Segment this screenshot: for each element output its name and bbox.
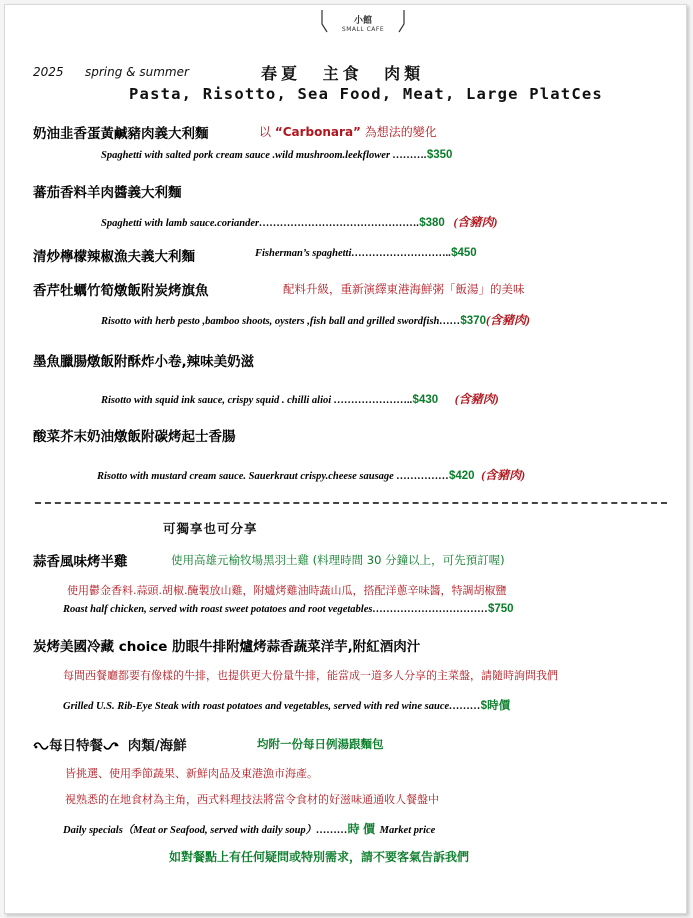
note-highlight: “Carbonara” [274,125,361,139]
price: $450 [451,247,477,259]
menu-title-zh: 春夏 主食 肉類 [261,64,425,83]
desc-text: Risotto with mustard cream sauce. Sauerkraut crispy.cheese sausage …………… [97,471,449,482]
footer-note: 如對餐點上有任何疑問或特別需求，請不要客氣告訴我們 [169,850,470,864]
daily-special-name: 每日特餐 [49,738,103,754]
year-label: 2025 [33,65,64,79]
price: $370 [460,315,486,327]
desc-text: Spaghetti with lamb sauce.coriander………………………………………. [101,218,420,229]
logo-name: 小館 [353,16,372,26]
dish-name-lamb-spaghetti: 蕃茄香料羊肉醬義大利麵 [33,185,182,201]
dish-desc-carbonara [101,149,452,161]
desc-text: Roast half chicken, served with roast sweet potatoes and root vegetables…………………………… [63,604,488,615]
price: $750 [487,603,514,615]
pork-tag: (含豬肉) [454,392,499,406]
menu-page [4,4,687,914]
note-prefix: 以 [259,125,272,139]
price-en: Market price [379,825,436,836]
desc-text: Risotto with herb pesto ,bamboo shoots, oysters ,fish ball and grilled swordfish…… [101,316,461,327]
dish-desc-squid-ink-risotto [101,390,499,407]
cafe-logo [317,7,409,37]
price: $380 [419,217,445,229]
dish-name-mustard-risotto: 酸菜芥末奶油燉飯附碳烤起士香腸 [33,429,236,445]
dish-desc-lamb-spaghetti [101,213,497,230]
share-heading: 可獨享也可分享 [163,521,258,536]
ornament-right-icon [103,741,119,751]
desc-text: Risotto with squid ink sauce, crispy squid . chilli alioi ………………….. [101,395,413,406]
logo-subtitle: SMALL CAFE [341,26,385,33]
price: $時價 [480,700,511,712]
note-suffix: 為想法的變化 [364,125,437,139]
dish-desc-mustard-risotto [97,466,525,483]
price-zh: 時 價 [347,822,375,836]
daily-special-category: 肉類/海鮮 [127,738,187,754]
dish-name-squid-ink-risotto: 墨魚臘腸燉飯附酥炸小卷,辣味美奶滋 [33,354,255,370]
price: $420 [448,470,475,482]
desc-text: Daily specials（Meat or Seafood, served with daily soup）……… [63,825,348,836]
pork-tag: (含豬肉) [481,468,526,482]
desc-text: Spaghetti with salted pork cream sauce .wild mushroom.leekflower ………. [101,150,427,161]
daily-special-heading [33,734,187,754]
dish-name-oyster-risotto: 香芹牡蠣竹筍燉飯附炭烤旗魚 [33,283,209,299]
price: $350 [426,149,453,161]
dish-note-oyster-risotto: 配料升級，重新演繹東港海鮮粥「飯湯」的美味 [283,282,525,296]
desc-text: Grilled U.S. Rib-Eye Steak with roast potatoes and vegetables, served with red wine sauce……… [63,701,481,712]
price: $430 [412,394,439,406]
pork-tag: (含豬肉) [485,313,530,327]
menu-title-en: Pasta, Risotto, Sea Food, Meat, Large PlatCes [129,85,603,103]
dish-name-carbonara: 奶油韭香蛋黃鹹豬肉義大利麵 [33,126,209,142]
dish-desc-fisherman-spaghetti [255,247,477,259]
dish-note-roast-chicken: 使用高雄元榆牧場黑羽土雞 (料理時間 30 分鐘以上，可先預訂喔) [171,553,505,567]
daily-special-line1: 皆挑選、使用季節蔬果、新鮮肉品及東港漁市海產。 [65,767,318,780]
dish-desc-roast-chicken [63,603,514,615]
dish-detail-ribeye-steak: 每間西餐廳都要有像樣的牛排，也提供更大份量牛排，能當成一道多人分享的主菜盤，請隨時詢問我們 [63,669,558,682]
dish-name-ribeye-steak: 炭烤美國冷藏 choice 肋眼牛排附爐烤蒜香蔬菜洋芋,附紅酒肉汁 [33,639,421,655]
dish-name-fisherman-spaghetti: 清炒檸檬辣椒漁夫義大利麵 [33,249,195,265]
section-divider [35,502,667,504]
desc-text: Fisherman’s spaghetti……………………….. [255,248,452,259]
dish-name-roast-chicken: 蒜香風味烤半雞 [33,554,128,570]
dish-desc-ribeye-steak [63,697,510,713]
daily-special-desc [63,820,435,837]
daily-special-note: 均附一份每日例湯跟麵包 [257,737,384,751]
ornament-left-icon [33,741,49,751]
logo-right-stroke-icon [397,9,407,33]
dish-desc-oyster-risotto [101,311,530,328]
dish-note-carbonara [259,123,437,140]
dish-detail-roast-chicken: 使用鬱金香料.蒜頭.胡椒.醃製放山雞，附爐烤雞油時蔬山瓜，搭配洋蔥辛味醬，特調胡椒鹽 [67,584,507,597]
season-label: spring & summer [85,65,189,79]
daily-special-line2: 視熟悉的在地食材為主角，西式料理技法將當令食材的好滋味通通收人餐盤中 [65,793,439,806]
pork-tag: (含豬肉) [453,215,498,229]
